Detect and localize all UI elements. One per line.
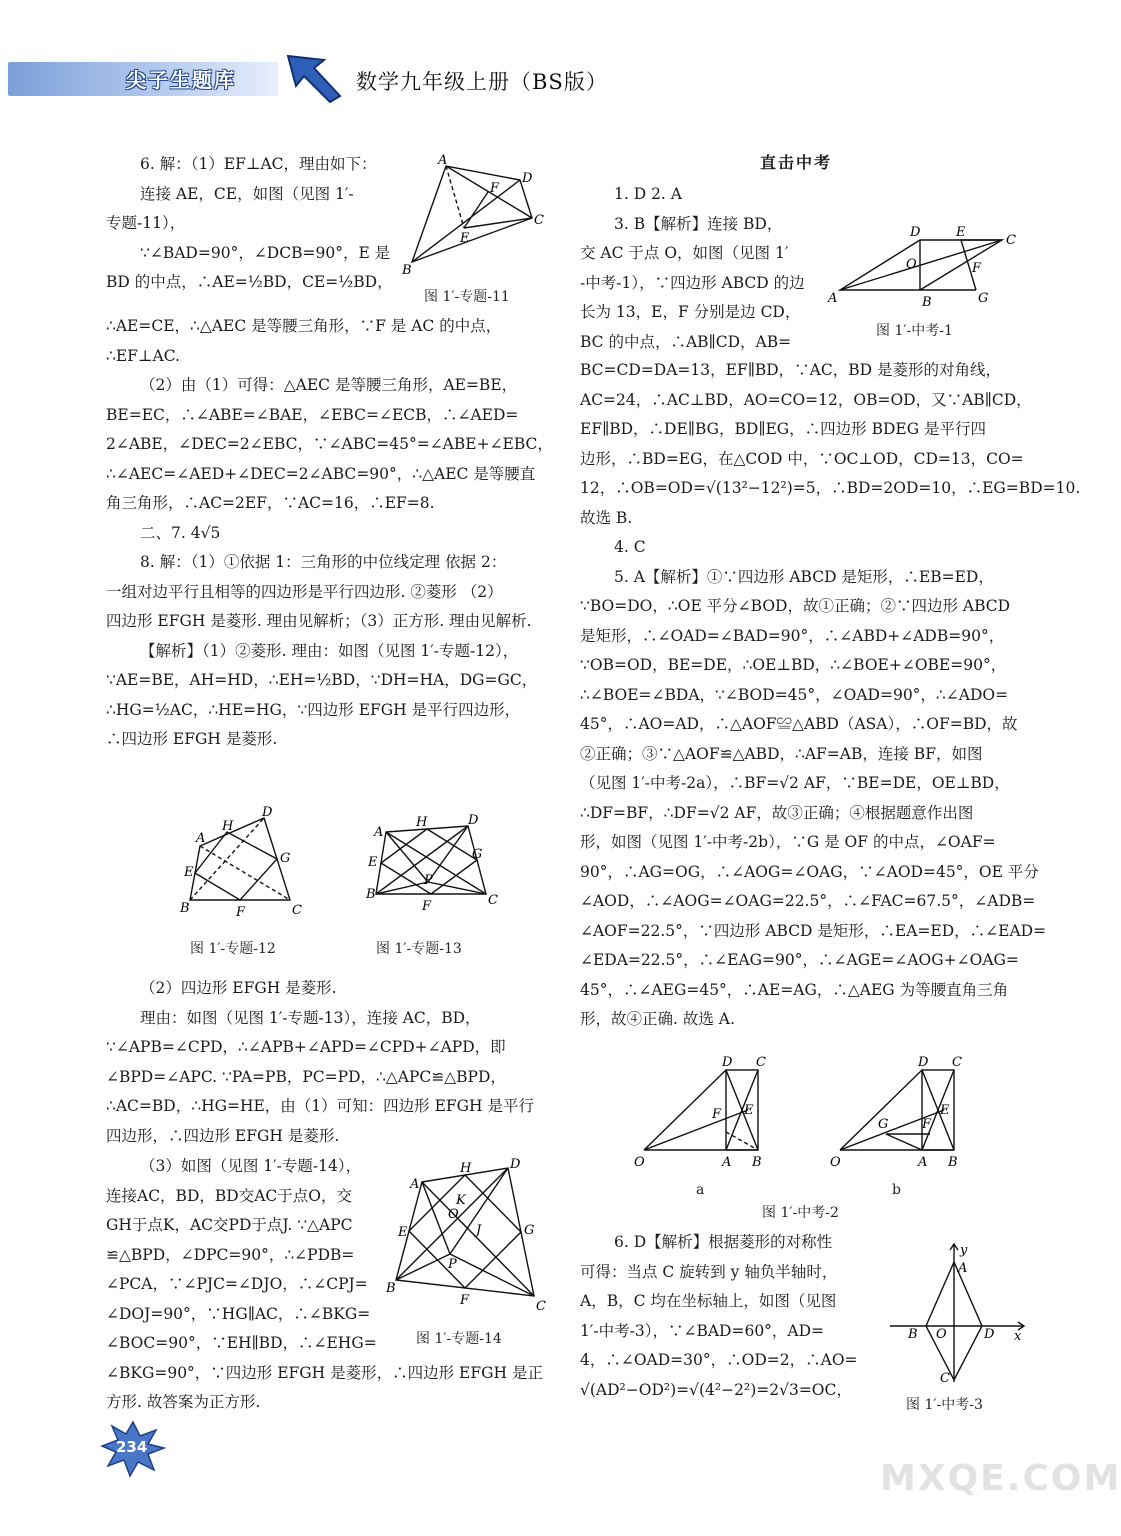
svg-text:G: G [524,1223,535,1238]
svg-text:H: H [416,815,428,830]
svg-text:D: D [910,225,921,240]
svg-text:C: C [292,903,302,918]
caption-zk-2a: a [696,1182,705,1198]
svg-text:E: E [940,1103,950,1118]
svg-text:A: A [374,825,384,840]
text-line: ∠BOC=90°，∵EH∥BD，∴∠EHG= [106,1334,377,1352]
page-number-badge [98,1418,168,1478]
svg-text:P: P [424,873,433,888]
text-line: （2）由（1）可得：△AEC 是等腰三角形，AE=BE， [140,376,518,394]
right-bottom-text [580,1228,858,1405]
text-line: ∴AE=CE，∴△AEC 是等腰三角形，∵F 是 AC 的中点， [106,317,502,335]
left-body-text [106,312,553,755]
svg-text:A: A [828,291,838,306]
svg-text:J: J [476,1223,482,1238]
text-line: 专题-11）， [106,214,186,232]
svg-text:x: x [1014,1329,1022,1344]
svg-text:O: O [830,1155,841,1170]
text-line: ∠DOJ=90°，∵HG∥AC，∴∠BKG= [106,1304,371,1323]
caption-zt-12: 图 1′-专题-12 [190,941,276,957]
svg-text:B: B [402,263,412,278]
text-line: ∴DF=BF，∴DF=√2 AF，故③正确；④根据题意作出图 [580,803,974,822]
svg-text:D: D [984,1327,995,1342]
text-line: 四边形，∴四边形 EFGH 是菱形. [106,1126,340,1145]
svg-text:F: F [490,181,500,196]
svg-text:E: E [184,865,194,880]
text-line: BD 的中点，∴AE=½BD，CE=½BD， [106,273,393,291]
text-line: A，B，C 均在坐标轴上，如图（见图 [580,1292,837,1310]
svg-text:C: C [952,1055,962,1070]
text-line: 理由：如图（见图 1′-专题-13），连接 AC，BD， [140,1008,481,1027]
text-line: 45°，∴AO=AD，∴△AOF≌△ABD（ASA），∴OF=BD，故 [580,715,1018,733]
text-line: ∠BKG=90°，∵四边形 EFGH 是菱形，∴四边形 EFGH 是正 [106,1363,543,1382]
svg-text:B: B [180,901,190,916]
text-line: 1. D 2. A [614,185,682,203]
text-line: BE=EC，∴∠ABE=∠BAE，∠EBC=∠ECB，∴∠AED= [106,405,519,424]
section-title: 直击中考 [760,153,833,172]
svg-text:A: A [196,831,206,846]
text-line: 形，如图（见图 1′-中考-2b），∵G 是 OF 的中点，∠OAF= [580,833,996,851]
text-line: EF∥BD，∴DE∥BG，BD∥EG，∴四边形 BDEG 是平行四 [580,420,987,438]
text-line: 方形. 故答案为正方形. [106,1393,261,1411]
text-line: -中考-1），∵四边形 ABCD 的边 [580,273,805,292]
svg-text:F: F [422,899,432,914]
text-line: GH于点K，AC交PD于点J. ∵△APC [106,1216,353,1234]
text-line: ≌△BPD，∠DPC=90°，∴∠PDB= [106,1245,355,1264]
header-brand: 尖子生题库 [126,68,236,92]
figure-zk-1 [826,220,1026,312]
svg-text:B: B [386,1281,396,1296]
figure-zk-3 [886,1240,1036,1388]
svg-text:B: B [908,1327,918,1342]
svg-text:D: D [522,171,533,186]
svg-text:D: D [262,805,273,820]
svg-text:F: F [712,1107,722,1122]
text-line: 5. A【解析】①∵四边形 ABCD 是矩形，∴EB=ED， [614,567,994,586]
figure-zt-13 [364,812,504,916]
text-line: √(AD²−OD²)=√(4²−2²)=2√3=OC， [580,1380,852,1399]
svg-text:B: B [948,1155,958,1170]
svg-text:H: H [222,819,234,834]
text-line: 6. D【解析】根据菱形的对称性 [614,1233,833,1251]
text-line: 形，故④正确. 故选 A. [580,1010,735,1028]
text-line: 一组对边平行且相等的四边形是平行四边形. ②菱形 （2） [106,582,503,601]
text-line: ∠BPD=∠APC. ∵PA=PB，PC=PD，∴△APC≌△BPD， [106,1067,506,1086]
svg-text:A: A [438,153,448,168]
svg-text:D: D [510,1157,521,1172]
text-line: BC 的中点，∴AB∥CD，AB= [580,332,792,351]
text-line: ∵AE=BE，AH=HD，∴EH=½BD，∵DH=HA，DG=GC， [106,671,538,689]
text-line: ②正确；③∵△AOF≌△ABD，∴AF=AB，连接 BF，如图 [580,744,983,763]
text-line: 4. C [614,538,646,556]
text-line: ∠AOF=22.5°，∵四边形 ABCD 是矩形，∴EA=ED，∴∠EAD= [580,921,1047,940]
svg-text:E: E [398,1225,408,1240]
text-line: BC=CD=DA=13，EF∥BD，∵AC，BD 是菱形的对角线， [580,361,1001,379]
arrow-icon [284,52,344,104]
text-line: （见图 1′-中考-2a），∴BF=√2 AF，∵BE=DE，OE⊥BD， [580,774,1010,792]
figure-zt-12 [176,805,310,920]
page-number: 234 [116,1438,148,1456]
text-line: 2∠ABE，∠DEC=2∠EBC，∵∠ABC=45°=∠ABE+∠EBC， [106,435,553,453]
svg-text:G: G [878,1117,889,1132]
svg-text:O: O [906,257,917,272]
svg-text:F: F [460,1293,470,1308]
text-line: 【解析】（1）②菱形. 理由：如图（见图 1′-专题-12）， [140,641,519,660]
svg-text:A: A [722,1155,732,1170]
caption-zk-2: 图 1′-中考-2 [762,1205,839,1221]
text-line: （2）四边形 EFGH 是菱形. [140,979,337,997]
svg-text:F: F [922,1117,932,1132]
text-line: 45°，∴∠AEG=45°，∴AE=AG，∴△AEG 为等腰直角三角 [580,980,1009,999]
svg-text:B: B [752,1155,762,1170]
svg-text:E: E [956,225,966,240]
svg-text:A: A [958,1261,968,1276]
caption-zk-3: 图 1′-中考-3 [906,1397,983,1413]
text-line: 是矩形，∴∠OAD=∠BAD=90°，∴∠ABD+∠ADB=90°， [580,626,1005,645]
svg-text:G: G [472,847,483,862]
svg-text:O: O [448,1207,459,1222]
figure-zk-2a [630,1052,780,1174]
svg-text:B: B [922,295,932,310]
text-line: 12，∴OB=OD=√(13²−12²)=5，∴BD=2OD=10，∴EG=BD=10. [580,479,1081,497]
text-line: 1′-中考-3），∵∠BAD=60°，AD= [580,1321,825,1340]
figure-zk-2b [826,1052,976,1174]
text-line: ∴∠BOE=∠BDA，∵∠BOD=45°，∠OAD=90°，∴∠ADO= [580,685,1009,704]
text-line: ∠EDA=22.5°，∴∠EAG=90°，∴∠AGE=∠AOG+∠OAG= [580,951,1019,969]
text-line: 四边形 EFGH 是菱形. 理由见解析；（3）正方形. 理由见解析. [106,612,532,630]
svg-text:D: D [918,1055,929,1070]
text-line: 90°，∴AG=OG，∴∠AOG=∠OAG，∵∠AOD=45°，OE 平分 [580,862,1039,881]
text-line: ∴AC=BD，∴HG=HE，由（1）可知：四边形 EFGH 是平行 [106,1097,534,1115]
text-line: ∵OB=OD，BE=DE，∴OE⊥BD，∴∠BOE+∠OBE=90°， [580,656,1007,674]
caption-zt-14: 图 1′-专题-14 [416,1331,502,1347]
svg-text:C: C [534,213,544,228]
svg-text:C: C [488,893,498,908]
text-line: ∴HG=½AC，∴HE=HG，∵四边形 EFGH 是平行四边形， [106,700,521,719]
text-line: AC=24，∴AC⊥BD，AO=CO=12，OB=OD，又∵AB∥CD， [580,390,1032,409]
svg-text:O: O [936,1327,947,1342]
text-line: 8. 解：（1）①依据 1：三角形的中位线定理 依据 2： [140,553,507,571]
text-line: 交 AC 于点 O，如图（见图 1′ [580,244,789,262]
svg-text:F: F [972,261,982,276]
text-line: 二、7. 4√5 [140,523,221,542]
svg-text:E: E [460,231,470,246]
watermark: MXQE.COM [880,1458,1121,1499]
text-line: ∵∠BAD=90°，∠DCB=90°，E 是 [140,243,391,262]
text-line: 边形，∴BD=EG，在△COD 中，∵OC⊥OD，CD=13，CO= [580,449,1024,468]
text-line: 可得：当点 C 旋转到 y 轴负半轴时， [580,1262,838,1281]
text-line: ∴∠AEC=∠AED+∠DEC=2∠ABC=90°，∴△AEC 是等腰直 [106,464,536,483]
caption-zt-13: 图 1′-专题-13 [376,941,462,957]
text-line: 连接 AE，CE，如图（见图 1′- [140,184,354,203]
svg-text:y: y [960,1243,968,1258]
text-line: ∠PCA，∵∠PJC=∠DJO，∴∠CPJ= [106,1275,368,1293]
svg-text:P: P [448,1257,457,1272]
svg-text:C: C [756,1055,766,1070]
svg-text:B: B [366,887,376,902]
figure-zt-11 [398,152,548,280]
text-line: ∠AOD，∴∠AOG=∠OAG=22.5°，∴∠FAC=67.5°，∠ADB= [580,892,1036,910]
svg-text:F: F [236,905,246,920]
svg-text:C: C [536,1299,546,1314]
caption-zt-11: 图 1′-专题-11 [424,289,510,305]
right-top-text [580,180,805,357]
svg-text:E: E [744,1103,754,1118]
text-line: 故选 B. [580,508,633,527]
caption-zk-2b: b [892,1182,901,1198]
svg-text:G: G [978,291,989,306]
left-top-text [106,150,393,298]
text-line: 3. B【解析】连接 BD， [614,214,783,233]
svg-text:A: A [918,1155,928,1170]
svg-text:C: C [1006,233,1016,248]
text-line: ∴EF⊥AC. [106,346,180,365]
left-mid-text [106,974,534,1151]
text-line: 4，∴∠OAD=30°，∴OD=2，∴AO= [580,1351,858,1369]
svg-text:H: H [460,1161,472,1176]
svg-text:C: C [940,1371,950,1386]
svg-text:K: K [456,1193,466,1208]
svg-text:E: E [368,855,378,870]
right-body-text [580,356,1080,1035]
figure-zt-14 [382,1158,552,1320]
text-line: 连接AC，BD，BD交AC于点O，交 [106,1186,352,1205]
text-line: 角三角形，∴AC=2EF，∵AC=16，∴EF=8. [106,494,435,512]
text-line: （3）如图（见图 1′-专题-14）， [140,1157,362,1175]
svg-text:A: A [410,1177,420,1192]
svg-text:D: D [468,813,479,828]
caption-zk-1: 图 1′-中考-1 [876,323,953,339]
svg-text:D: D [722,1055,733,1070]
text-line: ∴四边形 EFGH 是菱形. [106,730,278,748]
text-line: 6. 解：（1）EF⊥AC，理由如下： [140,155,377,173]
svg-text:G: G [280,851,291,866]
text-line: ∵∠APB=∠CPD，∴∠APB+∠APD=∠CPD+∠APD，即 [106,1038,506,1056]
text-line: 长为 13，E，F 分别是边 CD， [580,303,801,321]
header-title: 数学九年级上册（BS版） [356,70,608,94]
svg-text:O: O [634,1155,645,1170]
text-line: ∵BO=DO，∴OE 平分∠BOD，故①正确；②∵四边形 ABCD [580,597,1011,615]
